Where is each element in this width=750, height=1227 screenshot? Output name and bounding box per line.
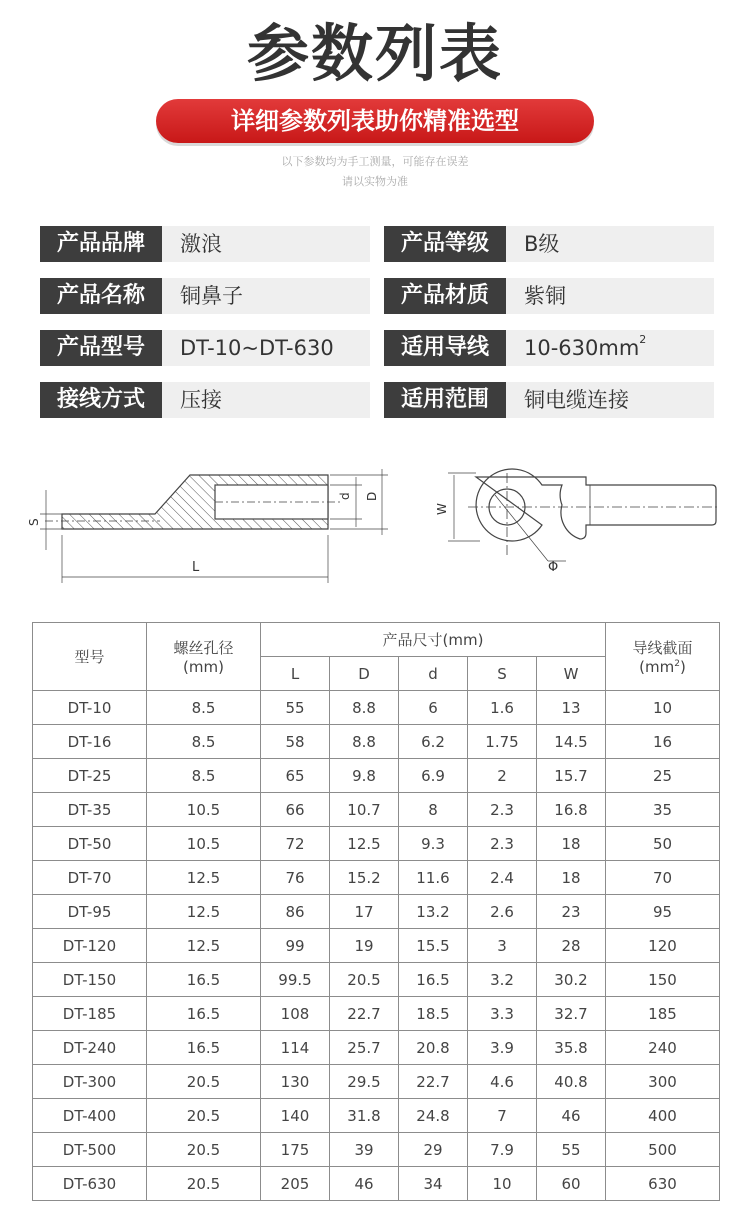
spec-model [40,330,370,366]
table-row [33,1133,720,1167]
table-cell: DT-185 [33,997,147,1031]
table-cell: 175 [261,1133,330,1167]
table-cell: 120 [606,929,720,963]
spec-value-text: 10-630mm [524,336,640,360]
spec-value-sup: 2 [639,333,647,346]
table-row [33,861,720,895]
spec-key: 产品品牌 [40,226,162,262]
table-cell: 99.5 [261,963,330,997]
table-cell: 20.5 [147,1133,261,1167]
col-header-section [606,623,720,691]
table-cell: 3 [468,929,537,963]
table-cell: DT-630 [33,1167,147,1201]
table-row [33,827,720,861]
table-cell: 2 [468,759,537,793]
table-cell: 35 [606,793,720,827]
table-cell: 13 [537,691,606,725]
table-cell: DT-300 [33,1065,147,1099]
table-cell: 25.7 [330,1031,399,1065]
table-cell: 18.5 [399,997,468,1031]
col-header-W: W [537,657,606,691]
table-cell: 72 [261,827,330,861]
table-cell: 18 [537,861,606,895]
table-row [33,1167,720,1201]
table-cell: 150 [606,963,720,997]
spec-value: 铜鼻子 [162,278,370,314]
spec-key: 接线方式 [40,382,162,418]
table-cell: DT-10 [33,691,147,725]
spec-key: 产品名称 [40,278,162,314]
table-cell: DT-400 [33,1099,147,1133]
col-header-hole-unit: (mm) [183,658,224,676]
table-row [33,725,720,759]
table-cell: 55 [261,691,330,725]
table-cell: 13.2 [399,895,468,929]
table-cell: 22.7 [399,1065,468,1099]
table-cell: 12.5 [147,861,261,895]
table-cell: 99 [261,929,330,963]
table-row [33,1031,720,1065]
table-cell: 55 [537,1133,606,1167]
table-cell: 240 [606,1031,720,1065]
spec-value: 铜电缆连接 [506,382,714,418]
table-cell: 22.7 [330,997,399,1031]
table-cell: 8.8 [330,725,399,759]
table-row [33,997,720,1031]
table-cell: 130 [261,1065,330,1099]
table-cell: 8.8 [330,691,399,725]
table-cell: 18 [537,827,606,861]
table-cell: 40.8 [537,1065,606,1099]
dim-label-W: W [435,503,449,515]
col-header-hole [147,623,261,691]
table-cell: DT-25 [33,759,147,793]
subtitle-banner: 详细参数列表助你精准选型 [156,99,594,143]
table-cell: 65 [261,759,330,793]
col-header-hole-label: 螺丝孔径 [173,639,234,657]
table-cell: DT-500 [33,1133,147,1167]
col-header-section-unit: $(mm^2)$ [639,658,686,676]
table-cell: 86 [261,895,330,929]
table-cell: 95 [606,895,720,929]
table-row [33,793,720,827]
table-cell: 28 [537,929,606,963]
spec-value: B级 [506,226,714,262]
table-cell: 2.3 [468,827,537,861]
spec-key: 产品等级 [384,226,506,262]
table-cell: 35.8 [537,1031,606,1065]
spec-key: 适用导线 [384,330,506,366]
table-cell: DT-16 [33,725,147,759]
table-cell: DT-120 [33,929,147,963]
table-row [33,759,720,793]
table-cell: 16.5 [147,1031,261,1065]
table-cell: 15.7 [537,759,606,793]
spec-key: 产品型号 [40,330,162,366]
table-cell: 31.8 [330,1099,399,1133]
col-header-S: S [468,657,537,691]
table-cell: 19 [330,929,399,963]
spec-value: DT-10~DT-630 [162,330,370,366]
table-cell: 20.5 [147,1065,261,1099]
table-cell: DT-70 [33,861,147,895]
table-cell: 30.2 [537,963,606,997]
table-cell: 17 [330,895,399,929]
table-row [33,963,720,997]
table-cell: DT-150 [33,963,147,997]
spec-value: 紫铜 [506,278,714,314]
table-cell: 11.6 [399,861,468,895]
table-cell: 2.6 [468,895,537,929]
col-header-d: d [399,657,468,691]
table-cell: 10 [468,1167,537,1201]
table-cell: 9.3 [399,827,468,861]
table-cell: 630 [606,1167,720,1201]
table-cell: DT-35 [33,793,147,827]
table-cell: 23 [537,895,606,929]
table-row [33,929,720,963]
table-cell: DT-95 [33,895,147,929]
table-row [33,1065,720,1099]
table-cell: 7 [468,1099,537,1133]
table-cell: 400 [606,1099,720,1133]
table-row [33,691,720,725]
table-cell: 20.5 [147,1167,261,1201]
page-title: 参数列表 [246,17,503,90]
table-cell: 205 [261,1167,330,1201]
table-cell: 9.8 [330,759,399,793]
spec-scope [384,382,714,418]
table-cell: 4.6 [468,1065,537,1099]
dim-label-L: L [192,560,200,575]
table-cell: 140 [261,1099,330,1133]
table-row [33,895,720,929]
table-cell: 7.9 [468,1133,537,1167]
spec-grade [384,226,714,262]
table-cell: 15.2 [330,861,399,895]
table-cell: 114 [261,1031,330,1065]
spec-key: 适用范围 [384,382,506,418]
table-cell: 2.3 [468,793,537,827]
table-cell: 29.5 [330,1065,399,1099]
table-cell: 1.6 [468,691,537,725]
table-cell: 8 [399,793,468,827]
table-cell: 10.7 [330,793,399,827]
spec-material [384,278,714,314]
table-cell: 46 [330,1167,399,1201]
table-cell: 25 [606,759,720,793]
table-cell: 8.5 [147,691,261,725]
dim-label-phi: Φ [548,560,559,575]
disclaimer-line-1: 以下参数均为手工测量，可能存在误差 [281,155,469,168]
table-cell: 34 [399,1167,468,1201]
table-cell: 500 [606,1133,720,1167]
table-cell: 20.5 [330,963,399,997]
table-cell: 24.8 [399,1099,468,1133]
spec-brand [40,226,370,262]
table-cell: 60 [537,1167,606,1201]
lug-technical-drawing [0,455,750,605]
table-cell: 66 [261,793,330,827]
table-cell: 50 [606,827,720,861]
col-header-L: L [261,657,330,691]
table-cell: 16.5 [147,963,261,997]
table-cell: 16.8 [537,793,606,827]
table-cell: 12.5 [147,895,261,929]
table-cell: 20.5 [147,1099,261,1133]
top-view-drawing [448,469,720,561]
table-cell: 14.5 [537,725,606,759]
parameter-table [32,622,720,1201]
table-cell: 39 [330,1133,399,1167]
spec-value: 激浪 [162,226,370,262]
spec-name [40,278,370,314]
table-body [33,691,720,1201]
table-cell: 3.3 [468,997,537,1031]
table-cell: 15.5 [399,929,468,963]
table-cell: 46 [537,1099,606,1133]
spec-key: 产品材质 [384,278,506,314]
disclaimer-line-2: 请以实物为准 [342,175,408,188]
table-cell: 8.5 [147,759,261,793]
dim-label-S: S [27,518,41,526]
spec-value [506,330,714,366]
dim-label-d: d [338,492,352,500]
table-cell: DT-50 [33,827,147,861]
table-row [33,1099,720,1133]
col-header-section-label: 导线截面 [632,639,693,657]
table-cell: 70 [606,861,720,895]
table-cell: 16.5 [147,997,261,1031]
table-cell: 6.9 [399,759,468,793]
table-cell: 108 [261,997,330,1031]
col-header-size: 产品尺寸(mm) [261,623,606,657]
table-cell: 8.5 [147,725,261,759]
table-cell: 16 [606,725,720,759]
dim-label-D: D [365,491,379,501]
table-cell: 3.9 [468,1031,537,1065]
table-cell: 32.7 [537,997,606,1031]
table-cell: 6.2 [399,725,468,759]
col-header-model: 型号 [33,623,147,691]
table-cell: 12.5 [147,929,261,963]
col-header-D: D [330,657,399,691]
table-cell: 20.8 [399,1031,468,1065]
spec-connection [40,382,370,418]
table-cell: 1.75 [468,725,537,759]
table-cell: 10.5 [147,793,261,827]
spec-value: 压接 [162,382,370,418]
table-cell: 3.2 [468,963,537,997]
table-cell: 300 [606,1065,720,1099]
table-cell: 10.5 [147,827,261,861]
table-cell: DT-240 [33,1031,147,1065]
table-cell: 185 [606,997,720,1031]
table-cell: 6 [399,691,468,725]
table-cell: 12.5 [330,827,399,861]
table-cell: 58 [261,725,330,759]
side-view-drawing [40,469,388,583]
table-cell: 76 [261,861,330,895]
spec-wire [384,330,714,366]
table-cell: 29 [399,1133,468,1167]
table-cell: 2.4 [468,861,537,895]
table-cell: 10 [606,691,720,725]
table-cell: 16.5 [399,963,468,997]
